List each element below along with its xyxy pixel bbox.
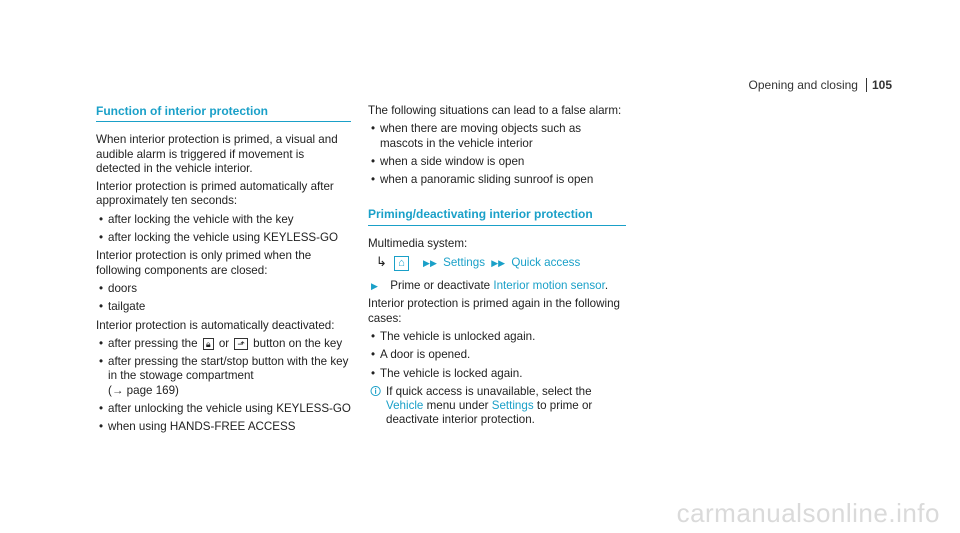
paragraph: Interior protection is automatically deactivated: [96,318,335,332]
tailgate-key-icon: ⬏ [234,338,248,350]
list-item: • when a panoramic sliding sunroof is open [368,173,626,187]
list-item: • after unlocking the vehicle using KEYLESS-GO [96,402,351,416]
tip-note: 🛈︎ If quick access is unavailable, select the Vehicle menu under Settings to prime or deactivate interior protection. [370,384,593,427]
menu-item-settings[interactable]: Settings [491,399,534,413]
left-column [96,104,351,439]
list-item: • A door is opened. [368,348,626,362]
list-item: • doors [96,282,351,296]
paragraph: Interior protection is primed again in the following cases: [368,297,620,325]
list-item: • The vehicle is locked again. [368,367,626,381]
list-item: • after locking the vehicle using KEYLESS-GO [96,231,351,245]
bullet-list [96,213,351,246]
chevron-right-icon: ▶▶ [423,258,437,269]
bullet-list [368,122,626,187]
list-item: • after pressing the 🔒︎ or ⬏ button on the key [96,337,351,351]
menu-item-interior-motion-sensor[interactable]: Interior motion sensor [493,279,605,293]
list-item: • after pressing the start/stop button with the key in the stowage compartment (→ page 169) [96,355,351,398]
section-heading-priming: Priming/deactivating interior protection [368,207,626,225]
menu-item-quick-access[interactable]: Quick access [511,256,581,270]
menu-item-settings[interactable]: Settings [443,256,486,270]
watermark: carmanualsonline.info [676,498,940,528]
lock-key-icon: 🔒︎ [203,338,214,350]
section-title: Opening and closing [748,78,858,92]
chevron-right-icon: ▶▶ [491,258,506,269]
bullet-list [96,337,351,435]
tip-icon: 🛈︎ [370,385,382,398]
page-header [749,78,892,92]
section-heading-function: Function of interior protection [96,104,351,122]
path-start-icon: ↳ [376,254,387,270]
list-item: • when using HANDS-FREE ACCESS [96,420,351,434]
list-item: • when a side window is open [368,155,626,169]
paragraph: Interior protection is only primed when the following components are closed: [96,249,312,277]
bullet-list [96,282,351,315]
paragraph: When interior protection is primed, a visual and audible alarm is triggered if movement is detected in the vehicle interior. [96,133,338,175]
menu-path [368,255,626,271]
right-column [368,104,626,432]
paragraph: The following situations can lead to a false alarm: [368,104,622,117]
action-arrow-icon: ▶ [371,281,378,292]
page-number: 105 [866,78,892,92]
home-icon[interactable]: ⌂ [394,256,409,271]
bullet-list [368,330,626,381]
paragraph: Interior protection is primed automatically after approximately ten seconds: [96,180,334,208]
system-label: Multimedia system: [368,236,468,250]
list-item: • after locking the vehicle with the key [96,213,351,227]
page-reference[interactable]: (→ page 169) [108,383,179,397]
action-step: ▶ Prime or deactivate Interior motion sensor. [368,279,626,293]
list-item: • when there are moving objects such as mascots in the vehicle interior [368,122,626,151]
list-item: • tailgate [96,300,351,314]
menu-item-vehicle[interactable]: Vehicle [386,399,424,413]
list-item: • The vehicle is unlocked again. [368,330,626,344]
